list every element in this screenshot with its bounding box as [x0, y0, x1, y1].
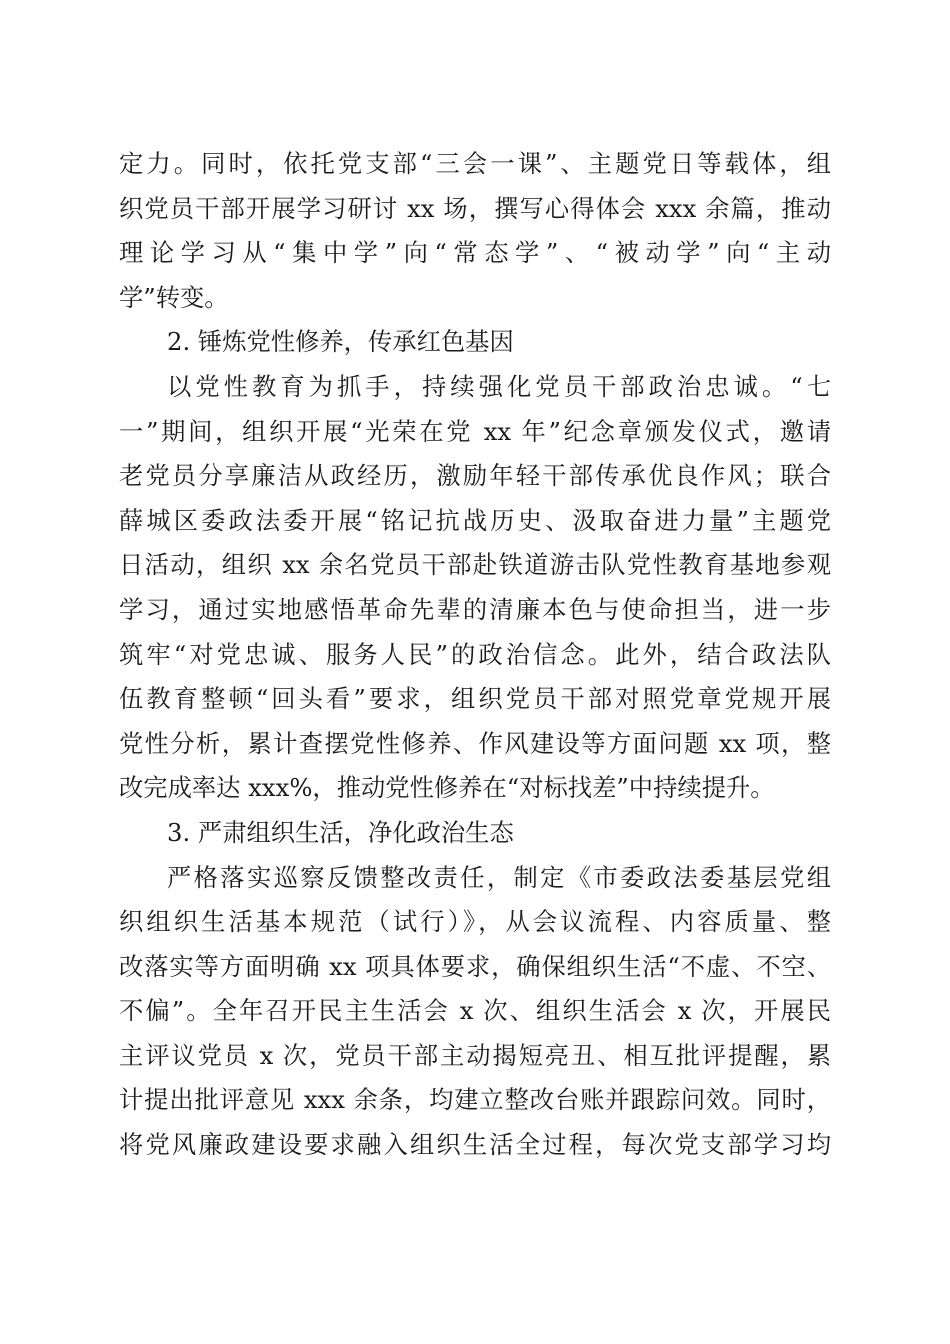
paragraph-organization-life	[119, 856, 831, 1168]
text-line: 党性分析，累计查摆党性修养、作风建设等方面问题 xx 项，整	[119, 728, 831, 758]
text-line: 学习，通过实地感悟革命先辈的清廉本色与使命担当，进一步	[119, 594, 831, 624]
heading-text: 3. 严肃组织生活，净化政治生态	[167, 817, 514, 847]
paragraph-party-spirit	[119, 365, 831, 811]
text-line: 改落实等方面明确 xx 项具体要求，确保组织生活“不虚、不空、	[119, 951, 831, 981]
text-line: 织党员干部开展学习研讨 xx 场，撰写心得体会 xxx 余篇，推动	[119, 193, 831, 223]
text-line: 以党性教育为抓手，持续强化党员干部政治忠诚。“七	[167, 371, 831, 401]
text-line: 将党风廉政建设要求融入组织生活全过程，每次党支部学习均	[119, 1130, 831, 1160]
text-line: 严格落实巡察反馈整改责任，制定《市委政法委基层党组	[167, 862, 831, 892]
heading-text: 2. 锤炼党性修养，传承红色基因	[167, 327, 514, 357]
text-line: 学”转变。	[119, 282, 229, 312]
text-line: 薛城区委政法委开展“铭记抗战历史、汲取奋进力量”主题党	[119, 505, 831, 535]
paragraph-continuation	[119, 142, 831, 320]
text-line: 老党员分享廉洁从政经历，激励年轻干部传承优良作风；联合	[119, 461, 831, 491]
section-heading-3	[119, 811, 831, 856]
text-line: 计提出批评意见 xxx 余条，均建立整改台账并跟踪问效。同时，	[119, 1085, 831, 1115]
text-line: 不偏”。全年召开民主生活会 x 次、组织生活会 x 次，开展民	[119, 996, 831, 1026]
text-line: 日活动，组织 xx 余名党员干部赴铁道游击队党性教育基地参观	[119, 550, 831, 580]
document-body	[119, 142, 831, 1168]
text-line: 理论学习从“集中学”向“常态学”、“被动学”向“主动	[119, 238, 831, 268]
text-line: 主评议党员 x 次，党员干部主动揭短亮丑、相互批评提醒，累	[119, 1040, 831, 1070]
text-line: 定力。同时，依托党支部“三会一课”、主题党日等载体，组	[119, 149, 831, 178]
text-line: 一”期间，组织开展“光荣在党 xx 年”纪念章颁发仪式，邀请	[119, 416, 831, 446]
section-heading-2	[119, 320, 831, 365]
text-line: 筑牢“对党忠诚、服务人民”的政治信念。此外，结合政法队	[119, 639, 831, 669]
text-line: 改完成率达 xxx%，推动党性修养在“对标找差”中持续提升。	[119, 773, 775, 803]
text-line: 伍教育整顿“回头看”要求，组织党员干部对照党章党规开展	[119, 684, 831, 714]
text-line: 织组织生活基本规范（试行）》，从会议流程、内容质量、整	[119, 907, 831, 937]
